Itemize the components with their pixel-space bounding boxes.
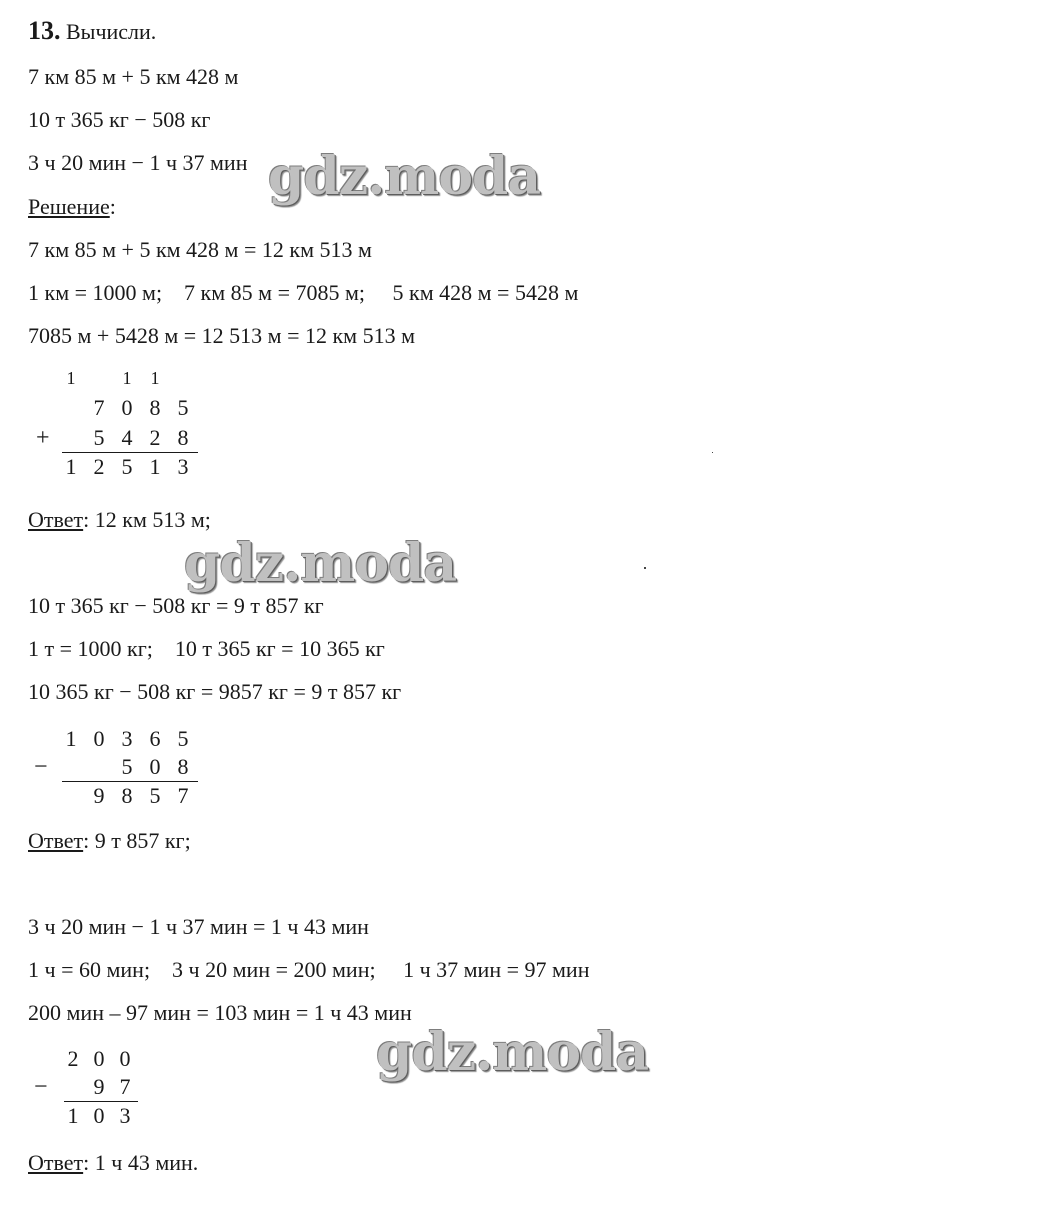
part1-line3: 7085 м + 5428 м = 12 513 м = 12 км 513 м [28,323,416,348]
minus-operator: − [34,754,48,780]
result-digit: 5 [149,783,161,808]
problem-1: 7 км 85 м + 5 км 428 м [28,64,239,89]
part2-line3: 10 365 кг − 508 кг = 9857 кг = 9 т 857 кг [28,679,402,704]
answer-text: : 12 км 513 м; [83,507,211,532]
part3-answer [28,1150,198,1176]
speck [712,452,713,453]
part1-line1: 7 км 85 м + 5 км 428 м = 12 км 513 м [28,237,372,262]
answer-text: : 9 т 857 кг; [83,828,191,853]
part1-answer [28,507,211,533]
operand-digit: 5 [93,425,105,450]
sum-line [62,452,198,453]
result-digit: 8 [121,783,133,808]
operand-digit: 7 [93,395,105,420]
solution-heading [28,194,116,220]
part2-answer [28,828,191,854]
operand-digit: 8 [177,425,189,450]
solution-colon: : [109,194,116,219]
problem-2: 10 т 365 кг − 508 кг [28,107,211,132]
solution-label: Решение [28,194,110,219]
part3-line2: 1 ч = 60 мин; 3 ч 20 мин = 200 мин; 1 ч 37 мин = 97 мин [28,957,590,982]
operand-digit: 9 [93,1074,105,1099]
difference-line [62,781,198,782]
problem-3: 3 ч 20 мин − 1 ч 37 мин [28,150,248,175]
answer-label: Ответ [28,1150,84,1175]
task-number: 13. [28,16,61,45]
result-digit: 2 [93,454,105,479]
result-digit: 7 [177,783,189,808]
operand-digit: 8 [177,754,189,779]
speck [644,567,646,569]
operand-digit: 4 [121,425,133,450]
watermark-logo: gdz.moda [184,533,457,594]
operand-digit: 7 [119,1074,131,1099]
operand-digit: 1 [65,726,77,751]
result-digit: 1 [67,1103,79,1128]
part3-column-subtraction [34,1046,162,1136]
operand-digit: 0 [149,754,161,779]
result-digit: 9 [93,783,105,808]
result-digit: 3 [177,454,189,479]
part2-line2: 1 т = 1000 кг; 10 т 365 кг = 10 365 кг [28,636,385,661]
operand-digit: 0 [119,1046,131,1071]
part1-line2: 1 км = 1000 м; 7 км 85 м = 7085 м; 5 км 428 м = 5428 м [28,280,579,305]
carry-digit: 1 [150,368,160,388]
result-digit: 5 [121,454,133,479]
operand-digit: 0 [93,726,105,751]
carry-digit: 1 [122,368,132,388]
operand-digit: 0 [121,395,133,420]
part3-line3: 200 мин – 97 мин = 103 мин = 1 ч 43 мин [28,1000,412,1025]
part2-line1: 10 т 365 кг − 508 кг = 9 т 857 кг [28,593,324,618]
part1-column-addition [36,365,210,485]
result-digit: 1 [149,454,161,479]
difference-line [64,1101,138,1102]
result-digit: 3 [119,1103,131,1128]
answer-label: Ответ [28,828,84,853]
carry-digit: 1 [66,368,76,388]
plus-operator: + [36,425,50,451]
operand-digit: 5 [177,395,189,420]
task-title: Вычисли. [60,19,157,44]
operand-digit: 6 [149,726,161,751]
part2-column-subtraction [34,726,210,816]
answer-text: : 1 ч 43 мин. [83,1150,199,1175]
part3-line1: 3 ч 20 мин − 1 ч 37 мин = 1 ч 43 мин [28,914,369,939]
operand-digit: 0 [93,1046,105,1071]
result-digit: 0 [93,1103,105,1128]
answer-label: Ответ [28,507,84,532]
watermark-logo: gdz.moda [268,146,541,207]
operand-digit: 3 [121,726,133,751]
task-header [28,18,156,45]
operand-digit: 2 [149,425,161,450]
operand-digit: 2 [67,1046,79,1071]
watermark-logo: gdz.moda [376,1022,649,1083]
result-digit: 1 [65,454,77,479]
operand-digit: 8 [149,395,161,420]
minus-operator: − [34,1074,48,1100]
operand-digit: 5 [121,754,133,779]
operand-digit: 5 [177,726,189,751]
